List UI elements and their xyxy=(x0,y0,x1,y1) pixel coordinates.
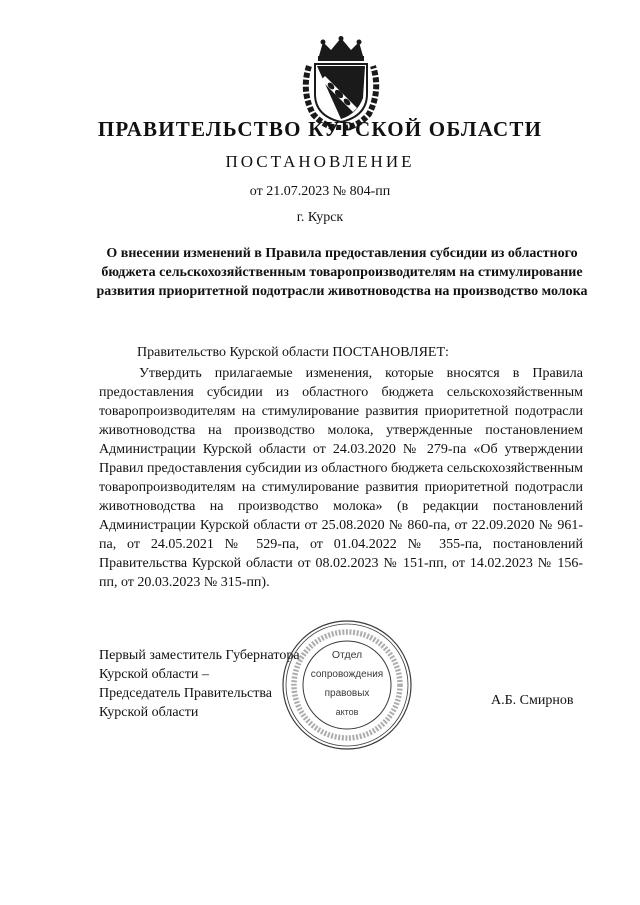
resolution-intro: Правительство Курской области ПОСТАНОВЛЯЕТ: xyxy=(137,345,449,360)
document-date-number: от 21.07.2023 № 804-пп xyxy=(249,184,391,199)
kursk-coat-of-arms-icon xyxy=(299,36,383,130)
signer-name: А.Б. Смирнов xyxy=(491,693,574,708)
stamp-text-line: актов xyxy=(335,707,359,717)
signer-position-line: Первый заместитель Губернатора xyxy=(99,648,300,663)
signer-position-line: Курской области xyxy=(99,705,199,720)
document-city: г. Курск xyxy=(296,210,344,225)
official-stamp xyxy=(280,618,414,752)
signer-position-line: Председатель Правительства xyxy=(99,686,272,701)
government-title: ПРАВИТЕЛЬСТВО КУРСКОЙ ОБЛАСТИ xyxy=(97,117,543,141)
signer-position xyxy=(99,646,300,722)
stamp-text-line: правовых xyxy=(324,688,370,699)
stamp-text-line: сопровождения xyxy=(310,669,384,680)
stamp-text-line: Отдел xyxy=(331,649,363,661)
document-type: ПОСТАНОВЛЕНИЕ xyxy=(225,152,415,171)
document-subject: О внесении изменений в Правила предоставления субсидии из областного бюджета сельскохозяйственным товаропроизводителям на стимулирование развития приоритетной подотрасли животноводства на производство молока xyxy=(96,246,588,299)
resolution-paragraph: Утвердить прилагаемые изменения, которые вносятся в Правила предоставления субсидии из областного бюджета сельскохозяйственным товаропроизводителям на стимулирование развития приоритетной подотрасли животноводства на производство молока, утвержденные постановлением Администрации Курской области от 24.03.2020 № 279-па «Об утверждении Правил предоставления субсидии из областного бюджета сельскохозяйственным товаропроизводителям на стимулирование развития приоритетной подотрасли животноводства на производство молока» (в редакции постановлений Администрации Курской области от 25.08.2020 № 860-па, от 22.09.2020 № 961-па, от 24.05.2021 № 529-па, от 01.04.2022 № 355-па, постановлений Правительства Курской области от 08.02.2023 № 151-пп, от 14.02.2023 № 156-пп, от 20.03.2023 № 315-пп). xyxy=(99,366,583,590)
signer-position-line: Курской области – xyxy=(99,667,209,682)
